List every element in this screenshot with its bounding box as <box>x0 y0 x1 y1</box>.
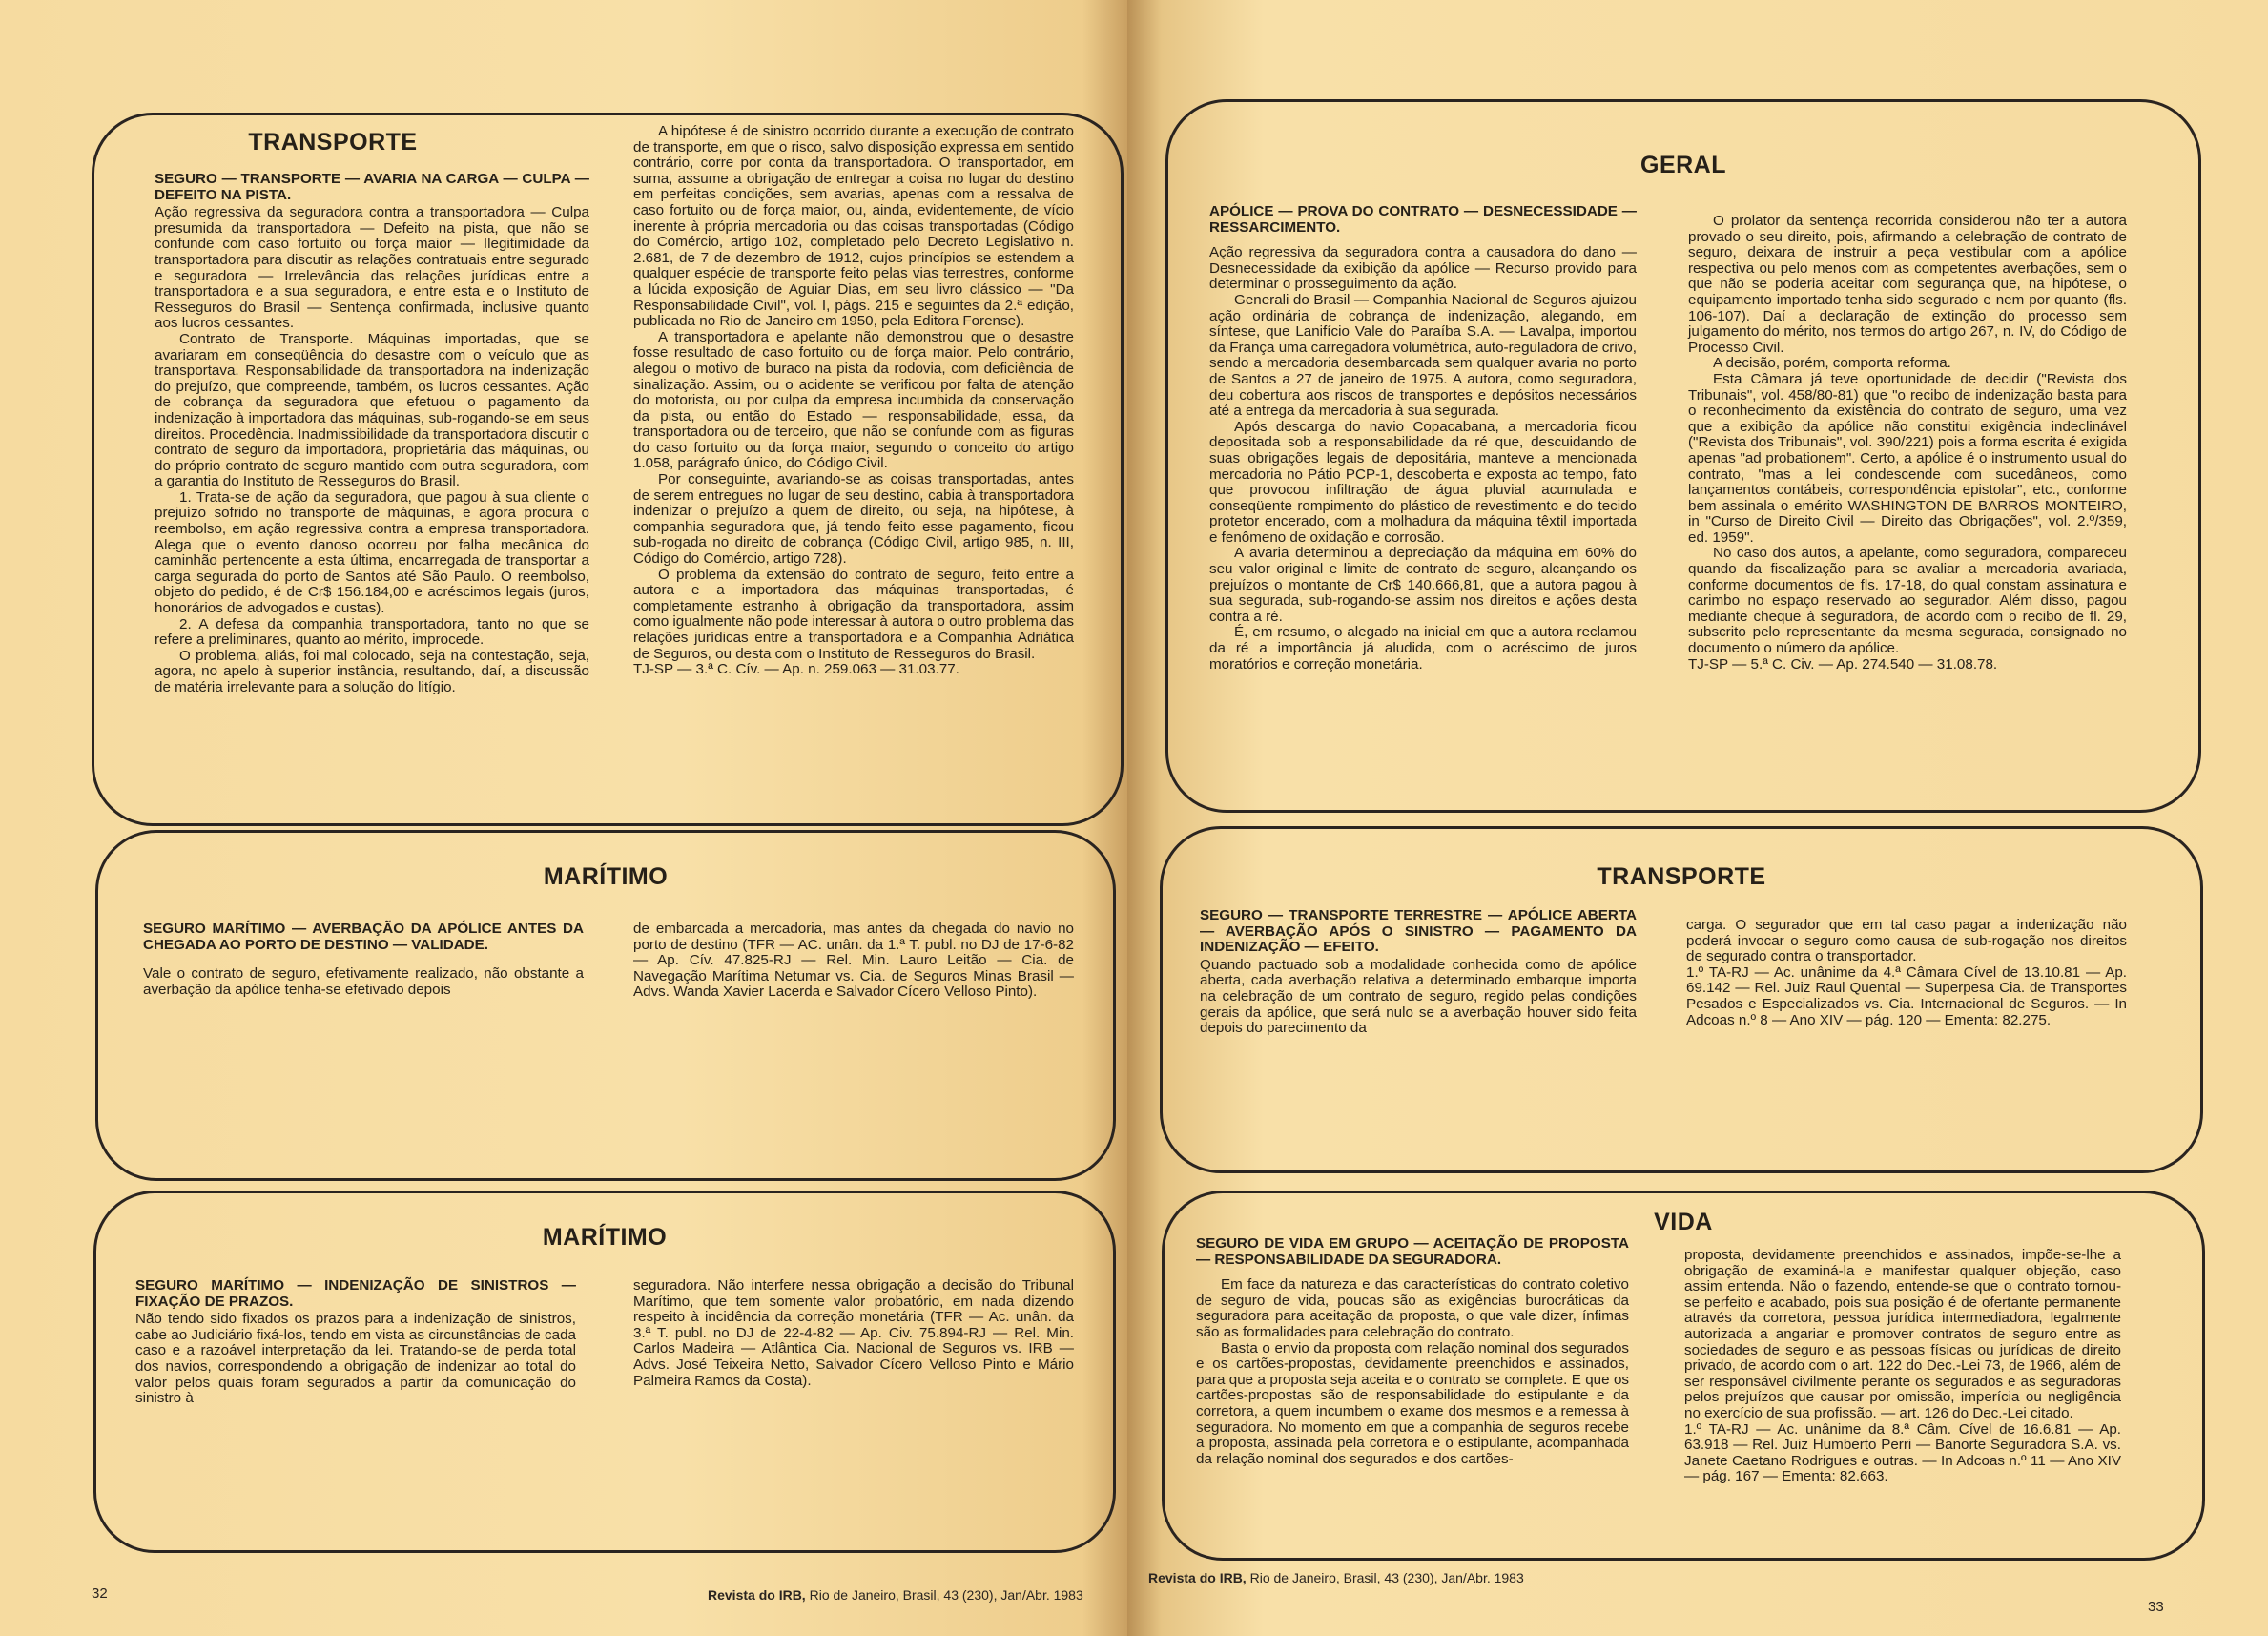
section-title: MARÍTIMO <box>543 863 669 890</box>
column-1 <box>135 1278 576 1407</box>
paragraph: O problema da extensão do contrato de seguro, feito entre a autora e a importadora das máquinas transportadas, é completamente estranho à obrigação da transportadora, assim como igualmente não pode interessar à autora o outro problema das relações jurídicas entre a transportadora e a Companhia Adriática de Seguros, ou desta com o Instituto de Resseguros do Brasil. <box>633 566 1074 662</box>
column-1 <box>1196 1236 1629 1467</box>
section-heading: SEGURO MARÍTIMO — AVERBAÇÃO DA APÓLICE ANTES DA CHEGADA AO PORTO DE DESTINO — VALIDADE. <box>143 921 584 953</box>
citation: 1.º TA-RJ — Ac. unânime da 4.ª Câmara Cível de 13.10.81 — Ap. 69.142 — Rel. Juiz Raul Quental — Superpesa Cia. de Transportes Pesados e Especializados vs. Cia. Internacional de Seguros. — In Adcoas n.º 8 — Ano XIV — pág. 120 — Ementa: 82.275. <box>1686 963 2127 1028</box>
section-title: TRANSPORTE <box>248 129 418 155</box>
paragraph: O problema, aliás, foi mal colocado, seja na contestação, seja, agora, no apelo à superior instância, resultando, daí, a discussão de matéria irrelevante para a solução do litígio. <box>155 647 589 695</box>
column-1 <box>1200 908 1637 1037</box>
column-1 <box>155 172 589 696</box>
paragraph: proposta, devidamente preenchidos e assinados, impõe-se-lhe a obrigação de examiná-la e manifestar qualquer objeção, caso assim entenda. Não o fazendo, entende-se que o contrato tornou-se perfeito e acabado, pois sua posição é de ofertante permanente através da corretora, pessoa jurídica intermediadora, legalmente autorizada a angariar e promover contratos de seguro entre as sociedades de seguro e as pessoas físicas ou jurídicas de direito privado, de acordo com o art. 122 do Dec.-Lei 73, de 1966, além de ser responsável civilmente perante os segurados e as seguradoras pelos prejuízos que causar por omissão, imperícia ou negligência no exercício de sua profissão. — art. 126 do Dec.-Lei citado. <box>1684 1247 2121 1421</box>
paragraph: Generali do Brasil — Companhia Nacional de Seguros ajuizou ação ordinária de cobrança de indenização, alegando, em síntese, que Lanifício Vale do Paraíba S.A. — Lavalpa, importou da França uma carregadora volumétrica, auto-reguladora de crivo, sendo a mercadoria desembarcada sem qualquer avaria no porto de Santos a 27 de janeiro de 1975. A autora, como seguradora, deu cobertura aos riscos de transportes e depósitos necessários até a entrega da mercadoria à sua segurada. <box>1209 291 1637 420</box>
paragraph: carga. O segurador que em tal caso pagar a indenização não poderá invocar o seguro como causa de sub-rogação nos direitos de segurado contra o transportador. <box>1686 917 2127 965</box>
journal-details: Rio de Janeiro, Brasil, 43 (230), Jan/Abr. 1983 <box>1246 1570 1524 1585</box>
paragraph: Não tendo sido fixados os prazos para a indenização de sinistros, cabe ao Judiciário fixá-los, tendo em vista as circunstâncias de cada caso e a razoável interpretação da lei. Tratando-se de perda total dos navios, correspondendo a obrigação de indenizar ao total do valor pelos quais foram segurados a partir da comunicação do sinistro à <box>135 1311 576 1407</box>
section-heading: APÓLICE — PROVA DO CONTRATO — DESNECESSIDADE — RESSARCIMENTO. <box>1209 203 1637 236</box>
paragraph: de embarcada a mercadoria, mas antes da chegada do navio no porto de destino (TFR — AC. unân. da 1.ª T. publ. no DJ de 17-6-82 — Ap. Cív. 47.825-RJ — Rel. Min. Lauro Leitão — Cia. de Navegação Marítima Netumar vs. Cia. de Seguros Minas Brasil — Advs. Wanda Xavier Lacerda e Salvador Cícero Velloso Pinto). <box>633 921 1074 1001</box>
paragraph: A transportadora e apelante não demonstrou que o desastre fosse resultado de caso fortuito ou de força maior. Pelo contrário, alegou o motivo de buraco na pista da rodovia, com deficiência de sinalização. Assim, ou o acidente se verificou por falta de atenção do motorista, ou por culpa da empresa incumbida da conservação da pista, ou então do Estado — responsabilidade, essa, da transportadora ou de terceiro, que não se confunde com as figuras do caso fortuito ou da força maior, segundo o conceito do artigo 1.058, parágrafo único, do Código Civil. <box>633 328 1074 472</box>
section-heading: SEGURO MARÍTIMO — INDENIZAÇÃO DE SINISTROS — FIXAÇÃO DE PRAZOS. <box>135 1277 576 1310</box>
paragraph: Contrato de Transporte. Máquinas importadas, que se avariaram em conseqüência do desastre com o veículo que as transportava. Responsabilidade da transportadora na indenização do prejuízo, que compreende, também, os lucros cessantes. Ação de cobrança da seguradora que efetuou o pagamento da indenização à importadora das máquinas, sub-rogando-se em seus direitos. Procedência. Inadmissibilidade da transportadora discutir o contrato de seguro da importadora, proprietária das máquinas, ou do próprio contrato de seguro mantido com outra seguradora, com a garantia do Instituto de Resseguros do Brasil. <box>155 330 589 490</box>
paragraph: seguradora. Não interfere nessa obrigação a decisão do Tribunal Marítimo, que tem somente valor probatório, em nada dizendo respeito à incidência da correção monetária (TFR — Ac. unân. da 3.ª T. publ. no DJ de 22-4-82 — Ap. Civ. 75.894-RJ — Rel. Min. Carlos Madeira — Atlântica Cia. Nacional de Seguros vs. IRB — Advs. José Teixeira Netto, Salvador Cícero Velloso Pinto e Mário Palmeira Ramos da Costa). <box>633 1277 1074 1389</box>
paragraph: Quando pactuado sob a modalidade conhecida como de apólice aberta, cada averbação relativa a determinado embarque importa na celebração de um contrato de seguro, regido pelas condições gerais da apólice, que será nulo se a averbação houver sido feita depois do parecimento da <box>1200 956 1637 1037</box>
paragraph: A avaria determinou a depreciação da máquina em 60% do seu valor original e limite de contrato de seguro, alcançando os prejuízos o montante de Cr$ 140.666,81, que a autora pagou à sua segurada, sub-rogando-se assim nos direitos e ações desta contra a ré. <box>1209 545 1637 625</box>
box-maritimo-1 <box>95 830 1116 1181</box>
paragraph: Ação regressiva da seguradora contra a causadora do dano — Desnecessidade da exibição da apólice — Recurso provido para determinar o prosseguimento da ação. <box>1209 244 1637 293</box>
column-1 <box>1209 204 1637 673</box>
citation: TJ-SP — 3.ª C. Cív. — Ap. n. 259.063 — 31.03.77. <box>633 661 959 678</box>
paragraph: Ação regressiva da seguradora contra a transportadora — Culpa presumida da transportadora — Defeito na pista, que não se confunde com caso fortuito ou força maior — Ilegitimidade da transportadora para discutir as relações contratuais entre segurado e seguradora — Irrelevância das relações jurídicas entre a transportadora e a sua seguradora, e entre esta e o Instituto de Resseguros do Brasil — Sentença confirmada, inclusive quanto aos lucros cessantes. <box>155 204 589 332</box>
paragraph: Após descarga do navio Copacabana, a mercadoria ficou depositada sob a responsabilidade da ré que, descuidando de suas obrigações legais de depositária, manteve a mencionada mercadoria no Pátio PCP-1, descoberta e exposta ao tempo, fato que provocou infiltração de água pluvial acumulada e conseqüente rompimento do plástico de revestimento e do tecido protetor encerado, com a molhadura da máquina têxtil importada e fenômeno de oxidação e corrosão. <box>1209 418 1637 546</box>
citation: TJ-SP — 5.ª C. Civ. — Ap. 274.540 — 31.08.78. <box>1688 655 1998 673</box>
section-title: MARÍTIMO <box>542 1224 668 1251</box>
section-title: TRANSPORTE <box>1597 863 1766 890</box>
paragraph: É, em resumo, o alegado na inicial em que a autora reclamou da ré a importância já aludida, com o acréscimo de juros moratórios e correção monetária. <box>1209 624 1637 673</box>
column-2 <box>633 922 1074 1001</box>
column-2 <box>1688 214 2127 673</box>
paragraph: 1. Trata-se de ação da seguradora, que pagou à sua cliente o prejuízo sofrido no transporte de máquinas, e agora procura o reembolso, em ação regressiva contra a empresa transportadora. Alega que o evento danoso ocorreu por falha mecânica do caminhão pertencente a esta última, encarregada de transportar a carga segurada do porto de Santos até São Paulo. O reembolso, objeto do pedido, é de Cr$ 156.184,00 e acréscimos legais (juros, honorários de advogados e custas). <box>155 488 589 617</box>
paragraph: A decisão, porém, comporta reforma. <box>1713 355 1951 372</box>
page-number: 32 <box>92 1585 108 1602</box>
journal-name: Revista do IRB, <box>1148 1570 1247 1585</box>
page-footer <box>1148 1570 1524 1585</box>
column-1 <box>143 922 584 998</box>
page-number: 33 <box>2148 1599 2164 1615</box>
section-title: VIDA <box>1654 1209 1713 1235</box>
column-2 <box>633 1278 1074 1389</box>
column-2 <box>1684 1248 2121 1485</box>
left-page <box>0 0 1127 1636</box>
citation: 1.º TA-RJ — Ac. unânime da 8.ª Câm. Cível de 16.6.81 — Ap. 63.918 — Rel. Juiz Humberto Perri — Banorte Seguradora S.A. vs. Janete Caetano Rodrigues e outras. — In Adcoas n.º 11 — Ano XIV — pág. 167 — Ementa: 82.663. <box>1684 1420 2121 1485</box>
journal-name: Revista do IRB, <box>708 1587 806 1603</box>
section-heading: SEGURO DE VIDA EM GRUPO — ACEITAÇÃO DE PROPOSTA — RESPONSABILIDADE DA SEGURADORA. <box>1196 1235 1629 1268</box>
paragraph: Basta o envio da proposta com relação nominal dos segurados e os cartões-propostas, devidamente preenchidos e assinados, para que a proposta seja aceita e o contrato se complete. E que os cartões-propostas são de responsabilidade do estipulante e da corretora, a quem incumbem o exame dos mesmos e a remessa à seguradora. No momento em que a companhia de seguros recebe a proposta, assinada pela corretora e o estipulante, acompanhada da relação nominal dos segurados e dos cartões- <box>1196 1339 1629 1467</box>
column-2 <box>1686 918 2127 1028</box>
paragraph: 2. A defesa da companhia transportadora, tanto no que se refere a preliminares, quanto ao mérito, improcede. <box>155 615 589 649</box>
paragraph: Esta Câmara já teve oportunidade de decidir ("Revista dos Tribunais", vol. 458/80-81) que "o recibo de indenização basta para o reconhecimento da existência do contrato de seguro, uma vez que a exibição da apólice não constitui exigência indeclinável ("Revista dos Tribunais", vol. 390/221) pois a forma escrita é exigida apenas "ad probationem". Certo, a apólice é o instrumento usual do contrato, "mas a lei condescende com sucedâneos, como lançamentos contábeis, correspondência epistolar", etc., conforme bem assinala o emérito WASHINGTON DE BARROS MONTEIRO, in "Curso de Direito Civil — Direito das Obrigações", vol. 2.º/359, ed. 1959". <box>1688 370 2127 546</box>
right-page <box>1127 0 2268 1636</box>
page-footer <box>708 1587 1083 1603</box>
column-2 <box>633 124 1074 678</box>
paragraph: Vale o contrato de seguro, efetivamente realizado, não obstante a averbação da apólice tenha-se efetivado depois <box>143 965 584 998</box>
section-title: GERAL <box>1640 152 1726 178</box>
paragraph: Por conseguinte, avariando-se as coisas transportadas, antes de serem entregues no lugar de seu destino, cabia à transportadora indenizar o prejuízo a quem de direito, ou seja, na hipótese, à companhia seguradora que, já tendo feito esse pagamento, ficou sub-rogada no direito de cobrança (Código Civil, artigo 985, n. III, Código do Comércio, artigo 728). <box>633 471 1074 568</box>
journal-details: Rio de Janeiro, Brasil, 43 (230), Jan/Abr. 1983 <box>805 1587 1083 1603</box>
section-heading: SEGURO — TRANSPORTE — AVARIA NA CARGA — CULPA — DEFEITO NA PISTA. <box>155 171 589 203</box>
paragraph: Em face da natureza e das características do contrato coletivo de seguro de vida, poucas são as exigências burocráticas da seguradora para aceitação da proposta, o que vale dizer, ínfimas são as formalidades para celebração do contrato. <box>1196 1276 1629 1340</box>
paragraph: A hipótese é de sinistro ocorrido durante a execução de contrato de transporte, em que o risco, salvo disposição expressa em sentido contrário, corre por conta da transportadora. O transportador, em suma, assume a obrigação de entregar a coisa no lugar do destino em perfeitas condições, sem avarias, apenas com a ressalva de caso fortuito ou de força maior, ou, ainda, evidentemente, de vício inerente à própria mercadoria ou das coisas transportadas (Código do Comércio, artigo 102, completado pelo Decreto Legislativo n. 2.681, de 7 de dezembro de 1912, cujos princípios se estendem a qualquer espécie de transporte feito pelas vias terrestres, conforme a lúcida exposição de Aguiar Dias, em seu livro clássico — "Da Responsabilidade Civil", vol. I, págs. 215 e seguintes da 2.ª edição, publicada no Rio de Janeiro em 1950, pela Editora Forense). <box>633 123 1074 330</box>
paragraph: O prolator da sentença recorrida considerou não ter a autora provado o seu direito, pois, afirmando a celebração de contrato de seguro, deixara de instruir a peça vestibular com a apólice respectiva ou pelo menos com as competentes averbações, sem o que não se poderia aceitar com segurança que, na hipótese, o equipamento importado tenha sido segurado e nem por quanto (fls. 106-107). Daí a declaração de extinção do processo sem julgamento do mérito, nos termos do artigo 267, n. IV, do Código de Processo Civil. <box>1688 213 2127 356</box>
paragraph: No caso dos autos, a apelante, como seguradora, compareceu quando da fiscalização para se avaliar a mercadoria avariada, conforme documentos de fls. 17-18, do qual constam assinatura e carimbo no espaço reservado ao segurador. Além disso, pagou mediante cheque à seguradora, de acordo com o recibo de fl. 29, subscrito pelo representante da mesma segurada, consignado no documento o número da apólice. <box>1688 545 2127 657</box>
section-heading: SEGURO — TRANSPORTE TERRESTRE — APÓLICE ABERTA — AVERBAÇÃO APÓS O SINISTRO — PAGAMENTO DA INDENIZAÇÃO — EFEITO. <box>1200 907 1637 956</box>
